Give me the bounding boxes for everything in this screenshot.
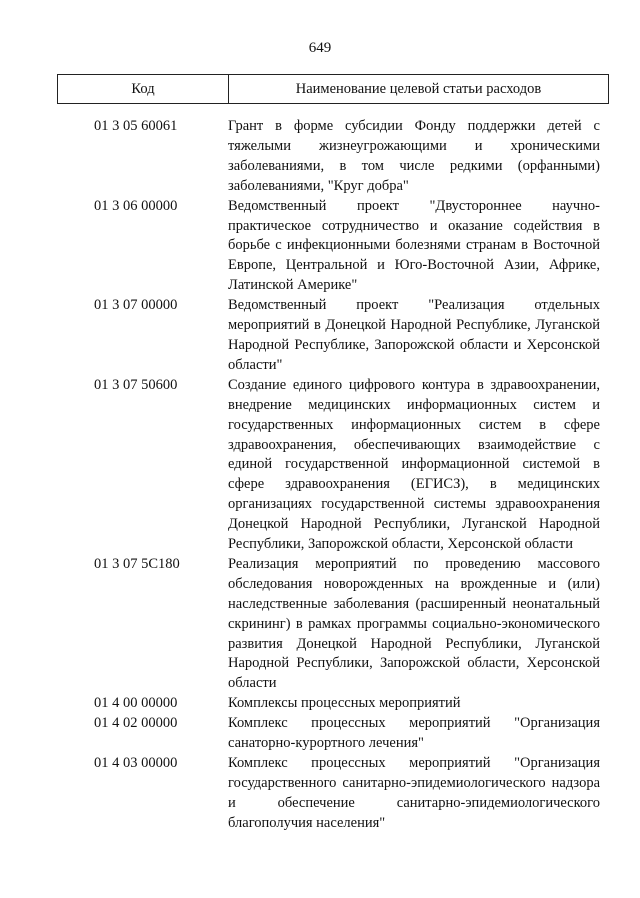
- row-name: Комплекс процессных мероприятий "Организация государственного санитарно-эпидемиологического надзора и обеспечение санитарно-эпидемиологического благополучия населения": [228, 755, 600, 831]
- table-header: [57, 74, 609, 104]
- row-name: Реализация мероприятий по проведению массового обследования новорожденных на врожденные и (или) наследственные заболевания (расширенный неонатальный скрининг) в рамках программы социально-экономического развития Донецкой Народной Республики, Луганской Народной Республики, Запорожской области, Херсонской области: [228, 555, 600, 692]
- column-header-name: Наименование целевой статьи расходов: [295, 80, 542, 97]
- row-name: Грант в форме субсидии Фонду поддержки детей с тяжелыми жизнеугрожающими и хроническими заболеваниями, в том числе редкими (орфанными) заболеваниями, "Круг добра": [228, 118, 600, 194]
- row-code: 01 3 07 5С180: [94, 555, 180, 572]
- row-name: Ведомственный проект "Реализация отдельных мероприятий в Донецкой Народной Республике, Луганской Народной Республике, Запорожской области и Херсонской области": [228, 297, 600, 373]
- row-code: 01 4 00 00000: [94, 695, 178, 712]
- row-name: Комплексы процессных мероприятий: [228, 695, 461, 712]
- page-number: 649: [308, 40, 332, 56]
- column-header-code: Код: [58, 75, 229, 103]
- row-code: 01 3 06 00000: [94, 197, 178, 214]
- row-code: 01 3 05 60061: [94, 118, 178, 134]
- table-row: [57, 197, 609, 297]
- table-row: [57, 754, 609, 834]
- table-row: [57, 714, 609, 754]
- row-code: 01 4 03 00000: [94, 755, 178, 771]
- row-code: 01 4 02 00000: [94, 715, 178, 732]
- row-name: Создание единого цифрового контура в здравоохранении, внедрение медицинских информационных систем и государственных информационных систем в сфере здравоохранения, обеспечивающих взаимодействие с единой государственной информационной системой в сфере здравоохранения (ЕГИСЗ), в медицинских организациях государственной системы здравоохранения Донецкой Народной Республики, Луганской Народной Республики, Запорожской области, Херсонской области: [228, 376, 600, 553]
- row-code: 01 3 07 00000: [94, 297, 178, 314]
- row-name: Комплекс процессных мероприятий "Организация санаторно-курортного лечения": [228, 715, 600, 752]
- table-body: [57, 117, 609, 834]
- row-code: 01 3 07 50600: [94, 376, 178, 393]
- table-row: [57, 117, 609, 197]
- row-name: Ведомственный проект "Двустороннее научно-практическое сотрудничество и оказание содействия в борьбе с инфекционными болезнями странам в Восточной Европе, Центральной и Юго-Восточной Азии, Африке, Латинской Америке": [228, 197, 600, 294]
- table-row: [57, 694, 609, 714]
- table-row: [57, 376, 609, 555]
- table-row: [57, 555, 609, 694]
- table-row: [57, 296, 609, 376]
